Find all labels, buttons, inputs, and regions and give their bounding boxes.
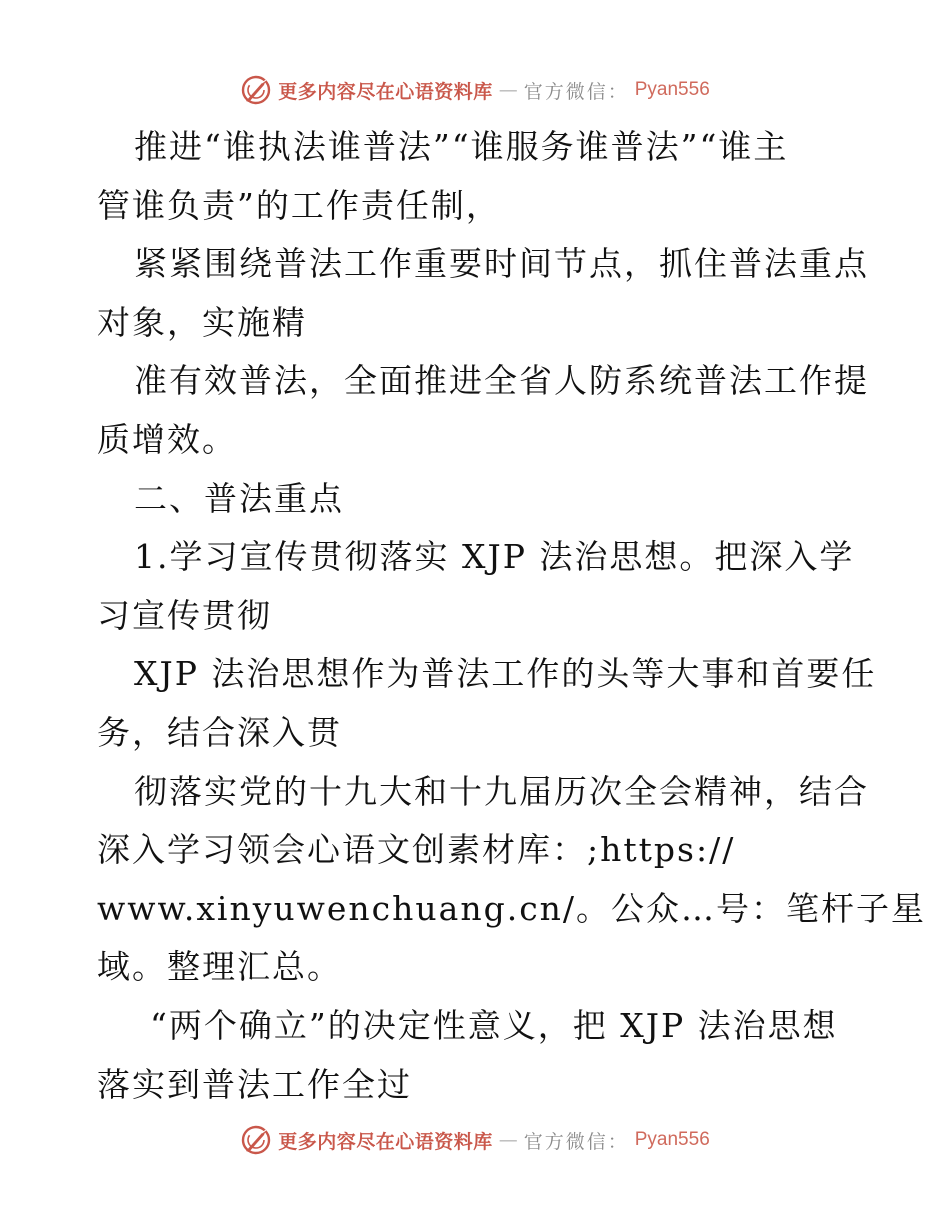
watermark-wechat-id: Pyan556 <box>634 1129 710 1150</box>
text-line: “两个确立”的决定性意义，把 XJP 法治思想 <box>150 1005 838 1045</box>
watermark-dash: — <box>498 79 518 101</box>
text-line: 紧紧围绕普法工作重要时间节点，抓住普法重点 <box>134 244 869 284</box>
text-line: XJP 法治思想作为普法工作的头等大事和首要任 <box>134 654 877 694</box>
text-line: 域。整理汇总。 <box>97 947 342 987</box>
text-line: 深入学习领会心语文创素材库：;https:// <box>97 830 736 870</box>
watermark-official-label: 官方微信： <box>523 80 629 103</box>
text-line: 对象，实施精 <box>97 302 307 342</box>
watermark-brand-text: 更多内容尽在心语资料库 <box>278 80 493 103</box>
text-line: 管谁负责”的工作责任制， <box>97 185 501 225</box>
document-body <box>97 118 927 1114</box>
footer-watermark <box>0 1122 950 1158</box>
text-line: 质增效。 <box>97 419 237 459</box>
text-line: 推进“谁执法谁普法”“谁服务谁普法”“谁主 <box>134 127 789 166</box>
section-heading: 二、普法重点 <box>134 478 344 518</box>
header-watermark <box>0 72 950 108</box>
text-line: 习宣传贯彻 <box>97 595 272 635</box>
watermark-official-label: 官方微信： <box>523 1130 629 1153</box>
text-line: 务，结合深入贯 <box>97 712 342 752</box>
watermark-brand-text: 更多内容尽在心语资料库 <box>278 1130 493 1153</box>
text-line: 准有效普法，全面推进全省人防系统普法工作提 <box>134 361 869 401</box>
text-line: 1.学习宣传贯彻落实 XJP 法治思想。把深入学 <box>134 537 855 577</box>
watermark-wechat-id: Pyan556 <box>634 79 710 100</box>
text-line: 落实到普法工作全过 <box>97 1064 412 1104</box>
text-line: 彻落实党的十九大和十九届历次全会精神，结合 <box>134 771 869 811</box>
text-line: www.xinyuwenchuang.cn/。公众…号：笔杆子星 <box>97 888 927 928</box>
quill-pen-logo-icon <box>240 1124 272 1156</box>
quill-pen-logo-icon <box>240 74 272 106</box>
watermark-dash: — <box>498 1129 518 1151</box>
